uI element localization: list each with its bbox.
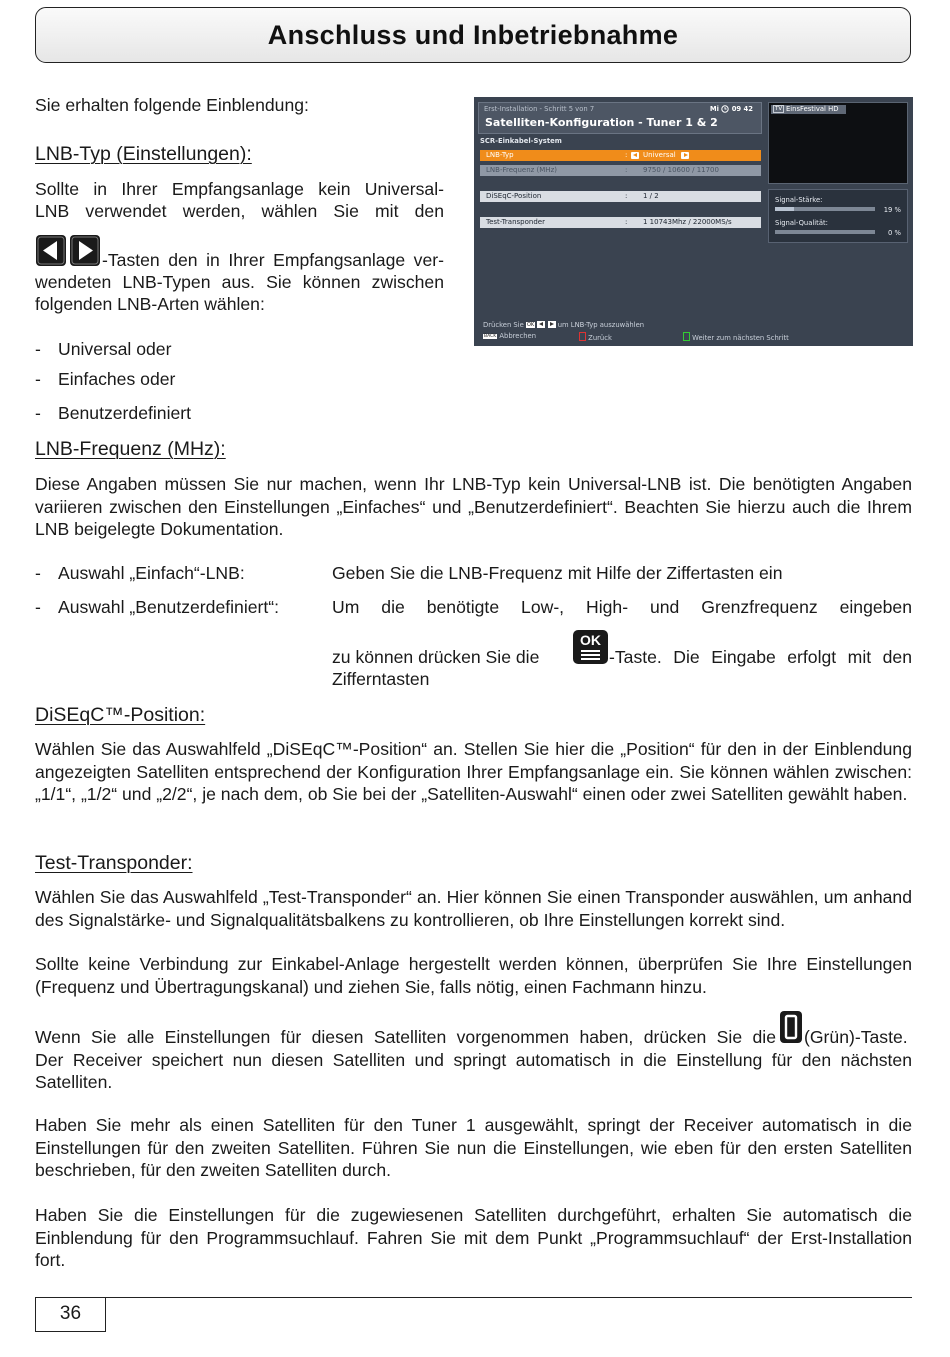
ok-key-icon [573,630,608,664]
diseqc-body: Wählen Sie das Auswahlfeld „DiSEqC™-Position“ an. Stellen Sie hier die „Position“ für den in der Einblendung angezeigten Satelliten entsprechend der Konfiguration Ihrer Empfangsanlage ein. Sie können wählen zwischen: „1/1“, „1/2“ und „2/2“, je nach dem, ob Sie bei der „Satelliten-Auswahl“ einen oder zwei Satelliten gewählt haben. [35,739,912,804]
test-transponder-p1: Wählen Sie das Auswahlfeld „Test-Transponder“ an. Hier können Sie einen Transponder auswählen, um anhand des Signalstärke- und Signalqualitätsbalkens zu kontrollieren, ob Ihre Einstellungen korrekt sind. [35,887,912,930]
option-benutzerdefiniert-line-3: Zifferntasten [332,669,430,689]
ok-key-label: OK [580,632,601,648]
heading-diseqc: DiSEqC™-Position: [35,704,206,726]
page-number-box [35,1297,106,1332]
hint-left-icon [537,321,545,328]
screen-section: SCR-Einkabel-System [480,137,562,145]
signal-panel [768,189,908,243]
screen-row-lnb-frequenz [480,165,761,176]
footer-rule [35,1297,912,1298]
screen-row-value: Universal [643,151,676,159]
screen-row-label: Test-Transponder [486,218,545,226]
screen-hint-pre: Drücken Sie [483,321,524,329]
preview-window [768,102,908,184]
screen-row-diseqc[interactable] [480,191,761,202]
screen-row-label: LNB-Frequenz (MHz) [486,166,557,174]
list-item: - Benutzerdefiniert [35,403,192,423]
screen-header [478,102,762,134]
red-key-icon [579,332,586,341]
lnb-typ-line-4: wendeten LNB-Typen aus. Sie können zwischen [35,272,444,292]
signal-quality-value: 0 % [888,229,901,237]
list-item-text: Benutzerdefiniert [58,403,192,423]
signal-quality-bar [775,230,875,234]
screen-step: Erst-Installation - Schritt 5 von 7 [484,105,595,113]
option-benutzerdefiniert: - Auswahl „Benutzerdefiniert“: [35,597,280,617]
hint-right-icon [548,321,556,328]
screen-red-hint [579,332,612,342]
green-label: Weiter zum nächsten Schritt [692,334,789,342]
screen-time: 09 42 [731,105,753,113]
list-item: - Universal oder [35,339,172,359]
screen-hint-post: um LNB-Typ auszuwählen [557,321,645,329]
signal-strength-label: Signal-Stärke: [775,196,823,204]
lnb-typ-line-5: folgenden LNB-Arten wählen: [35,294,265,314]
screen-row-colon: : [625,218,628,226]
tv-badge-icon: TV [775,106,783,112]
screen-title: Satelliten-Konfiguration - Tuner 1 & 2 [485,116,718,129]
back-label: Abbrechen [499,332,536,340]
ok-key-icon: OK [526,322,535,328]
signal-strength-bar [775,207,875,211]
intro-text: Sie erhalten folgende Einblendung: [35,95,309,115]
page-title-box [35,7,911,63]
screen-row-label: DiSEqC-Position [486,192,542,200]
screen-green-hint [683,332,789,342]
clock-icon [721,105,729,113]
left-right-keys-icon [35,234,102,267]
heading-lnb-frequenz: LNB-Frequenz (MHz): [35,438,226,460]
test-transponder-p4: Haben Sie mehr als einen Satelliten für den Tuner 1 ausgewählt, springt der Receiver automatisch in die Einstellungen für den zweiten Satelliten. Führen Sie nun die Einstellungen, wie eben für den ersten Satelliten beschrieben, für den zweiten Satelliten durch. [35,1115,912,1180]
green-key-icon [683,332,690,341]
option-einfach: - Auswahl „Einfach“-LNB: [35,563,245,583]
screen-day: Mi [709,105,719,113]
screen-left-arrow-icon [631,152,639,159]
test-transponder-p3b: (Grün)-Taste. Der Receiver speichert nun diesen Satelliten und springt automatisch in die Einstellung für den nächsten Satelliten. [35,1027,912,1092]
option-benutzerdefiniert-line-1: Um die benötigte Low-, High- und Grenzfrequenz eingeben [332,597,912,617]
back-key-icon: BACK [484,334,497,339]
list-item: - Einfaches oder [35,369,176,389]
option-benutzerdefiniert-line-2a: zu können drücken Sie die [332,647,540,667]
heading-lnb-typ: LNB-Typ (Einstellungen): [35,143,252,165]
signal-strength-fill [775,207,794,211]
page-number: 36 [59,1303,82,1324]
test-transponder-p2: Sollte keine Verbindung zur Einkabel-Anlage hergestellt werden können, überprüfen Sie Ihre Einstellungen (Frequenz und Übertragungskanal) und ziehen Sie, falls nötig, einen Fachmann hinzu. [35,954,912,997]
lnb-typ-line-3: -Tasten den in Ihrer Empfangsanlage ver- [102,250,444,270]
screen-row-label: LNB-Typ [486,151,514,159]
screen-back-hint [483,332,536,340]
option-benutzerdefiniert-line-2b: -Taste. Die Eingabe erfolgt mit den [609,647,912,667]
signal-quality-label: Signal-Qualität: [775,219,828,227]
option-benutzerdefiniert-label: Auswahl „Benutzerdefiniert“: [58,597,280,617]
screen-row-value: 1 / 2 [643,192,659,200]
screen-hint [483,321,644,329]
red-label: Zurück [588,334,612,342]
preview-channel-name: EinsFestival HD [786,105,839,113]
screen-row-value: 1 10743Mhz / 22000MS/s [643,218,732,226]
signal-strength-value: 19 % [883,206,901,214]
heading-test-transponder: Test-Transponder: [35,852,193,874]
screen-right-arrow-icon [681,152,689,159]
test-transponder-p3a: Wenn Sie alle Einstellungen für diesen Satelliten vorgenommen haben, drücken Sie die [35,1027,776,1047]
option-einfach-label: Auswahl „Einfach“-LNB: [58,563,245,583]
screen-row-test-transponder[interactable] [480,217,761,228]
test-transponder-p5: Haben Sie die Einstellungen für die zugewiesenen Satelliten durchgeführt, erhalten Sie automatisch die Einblendung für den Programmsuchlauf. Fahren Sie mit dem Punkt „Programmsuchlauf“ der Erst-Installation fort. [35,1205,912,1270]
lnb-typ-line-2: LNB verwendet werden, wählen Sie mit den [35,201,444,221]
lnb-frequenz-body: Diese Angaben müssen Sie nur machen, wenn Ihr LNB-Typ kein Universal-LNB ist. Die benötigten Angaben variieren zwischen den Einstellungen „Einfaches“ und „Benutzerdefiniert“. Beachten Sie hierzu auch die Ihrem LNB beigelegte Dokumentation. [35,474,912,539]
screen-row-colon: : [625,192,628,200]
lnb-typ-line-1: Sollte in Ihrer Empfangsanlage kein Universal- [35,179,444,199]
screen-row-colon: : [625,166,628,174]
screen-row-lnb-typ[interactable] [480,150,761,161]
tv-screen [474,97,913,346]
page-title: Anschluss und Inbetriebnahme [267,19,679,50]
list-item-text: Universal oder [58,339,172,359]
screen-row-value: 9750 / 10600 / 11700 [643,166,719,174]
option-einfach-text: Geben Sie die LNB-Frequenz mit Hilfe der Ziffertasten ein [332,563,783,583]
screen-row-colon: : [625,151,628,159]
list-item-text: Einfaches oder [58,369,176,389]
